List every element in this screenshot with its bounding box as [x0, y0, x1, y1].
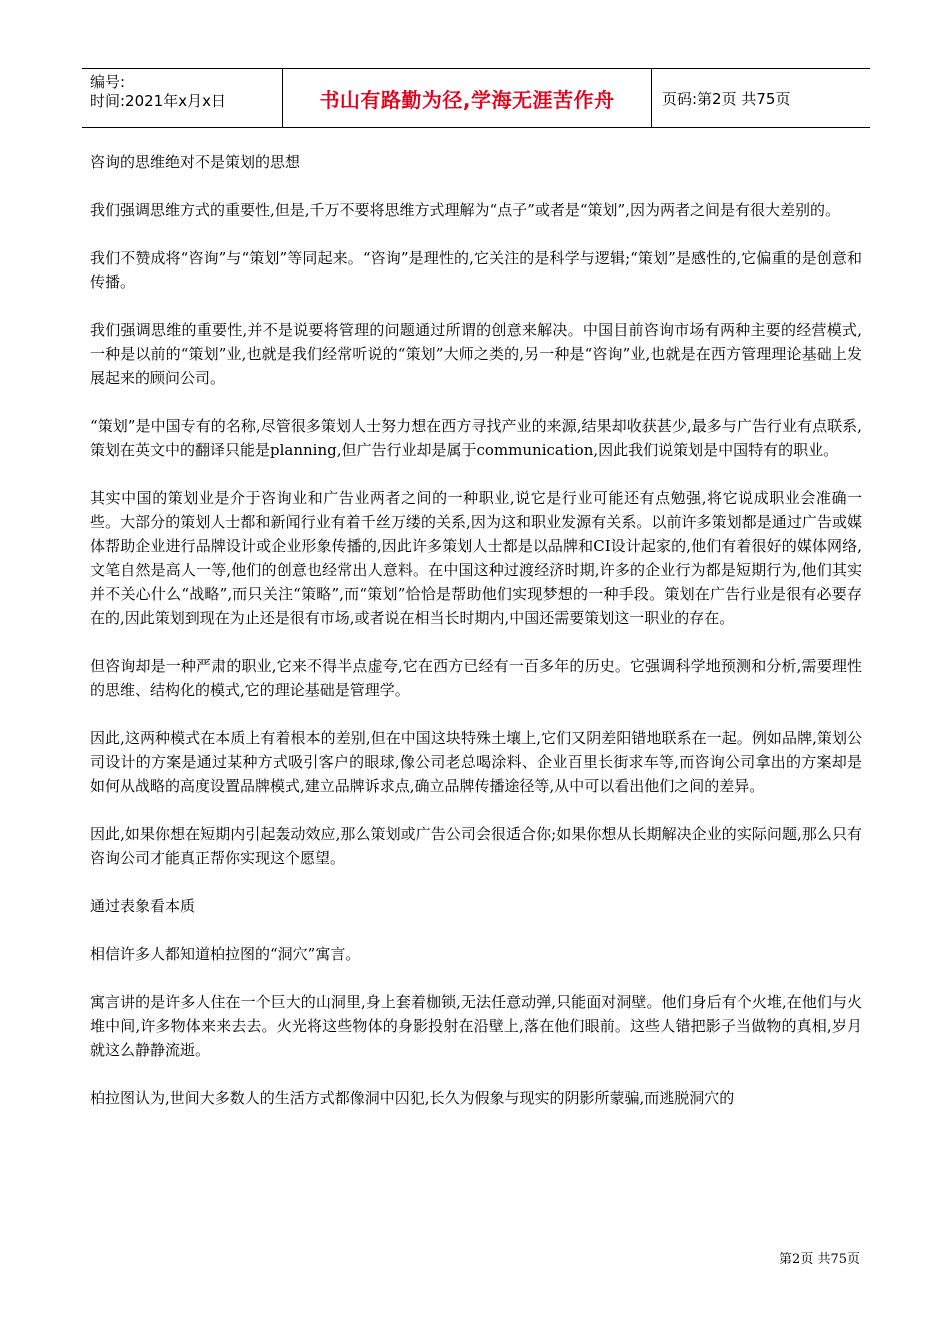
header-motto: 书山有路勤为径,学海无涯苦作舟 [319, 87, 615, 112]
paragraph: “策划”是中国专有的名称,尽管很多策划人士努力想在西方寻找产业的来源,结果却收获甚少,最多与广告行业有点联系,策划在英文中的翻译只能是planning,但广告行业却是属于communication,因此我们说策划是中国特有的职业。 [90, 417, 862, 459]
document-body [90, 150, 862, 1134]
paragraph: 咨询的思维绝对不是策划的思想 [90, 153, 301, 171]
paragraph: 我们不赞成将“咨询”与“策划”等同起来。“咨询”是理性的,它关注的是科学与逻辑;“策划”是感性的,它偏重的是创意和传播。 [90, 249, 862, 291]
paragraph: 因此,如果你想在短期内引起轰动效应,那么策划或广告公司会很适合你;如果你想从长期解决企业的实际问题,那么只有咨询公司才能真正帮你实现这个愿望。 [90, 825, 862, 867]
header-motto-cell [282, 69, 652, 127]
paragraph: 通过表象看本质 [90, 897, 196, 915]
page-footer [779, 1248, 860, 1267]
paragraph: 柏拉图认为,世间大多数人的生活方式都像洞中囚犯,长久为假象与现实的阴影所蒙骗,而逃脱洞穴的 [90, 1089, 735, 1107]
paragraph: 我们强调思维的重要性,并不是说要将管理的问题通过所谓的创意来解决。中国目前咨询市场有两种主要的经营模式,一种是以前的“策划”业,也就是我们经常听说的“策划”大师之类的,另一种是“咨询”业,也就是在西方管理理论基础上发展起来的顾问公司。 [90, 321, 862, 387]
header-number-label: 编号: [90, 73, 126, 91]
paragraph: 其实中国的策划业是介于咨询业和广告业两者之间的一种职业,说它是行业可能还有点勉强,将它说成职业会准确一些。大部分的策划人士都和新闻行业有着千丝万缕的关系,因为这和职业发源有关系。以前许多策划都是通过广告或媒体帮助企业进行品牌设计或企业形象传播的,因此许多策划人士都是以品牌和CI设计起家的,他们有着很好的媒体网络,文笔自然是高人一等,他们的创意也经常出人意料。在中国这种过渡经济时期,许多的企业行为都是短期行为,他们其实并不关心什么“战略”,而只关注“策略”,而“策划”恰恰是帮助他们实现梦想的一种手段。策划在广告行业是很有必要存在的,因此策划到现在为止还是很有市场,或者说在相当长时期内,中国还需要策划这一职业的存在。 [90, 489, 862, 627]
page-header [82, 68, 870, 128]
footer-page-label: 第2页 共75页 [779, 1252, 860, 1267]
paragraph: 但咨询却是一种严肃的职业,它来不得半点虚夸,它在西方已经有一百多年的历史。它强调科学地预测和分析,需要理性的思维、结构化的模式,它的理论基础是管理学。 [90, 657, 862, 699]
header-page-cell [652, 69, 870, 127]
header-meta [82, 69, 282, 127]
header-page-label: 页码:第2页 共75页 [662, 89, 791, 108]
paragraph: 我们强调思维方式的重要性,但是,千万不要将思维方式理解为“点子”或者是“策划”,因为两者之间是有很大差别的。 [90, 201, 840, 219]
paragraph: 因此,这两种模式在本质上有着根本的差别,但在中国这块特殊土壤上,它们又阴差阳错地联系在一起。例如品牌,策划公司设计的方案是通过某种方式吸引客户的眼球,像公司老总喝涂料、企业百里长街求车等,而咨询公司拿出的方案却是如何从战略的高度设置品牌模式,建立品牌诉求点,确立品牌传播途径等,从中可以看出他们之间的差异。 [90, 729, 862, 795]
header-time-label: 时间:2021年x月x日 [90, 92, 226, 110]
paragraph: 寓言讲的是许多人住在一个巨大的山洞里,身上套着枷锁,无法任意动弹,只能面对洞壁。他们身后有个火堆,在他们与火堆中间,许多物体来来去去。火光将这些物体的身影投射在沿壁上,落在他们眼前。这些人错把影子当做物的真相,岁月就这么静静流逝。 [90, 993, 862, 1059]
paragraph: 相信许多人都知道柏拉图的“洞穴”寓言。 [90, 945, 361, 963]
